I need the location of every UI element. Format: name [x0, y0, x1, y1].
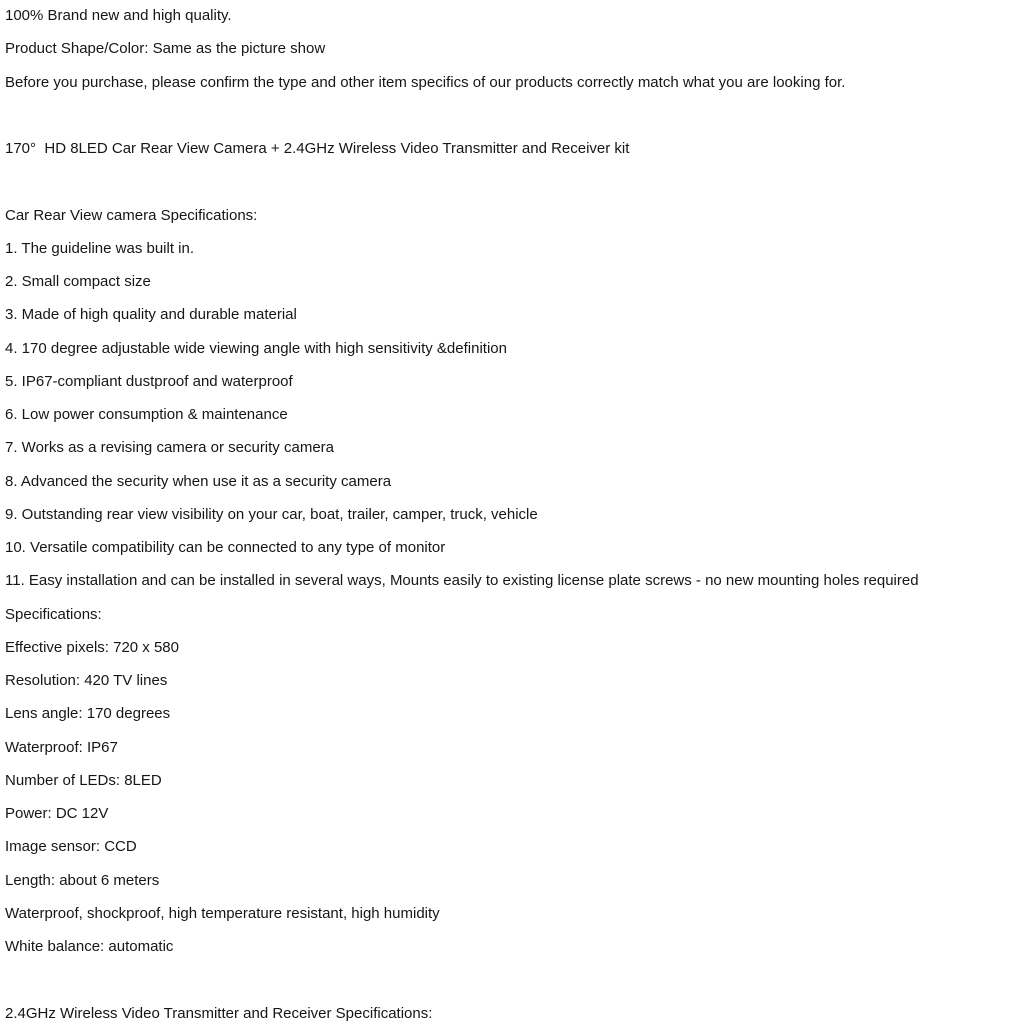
spec-power: Power: DC 12V: [5, 805, 109, 822]
text-line-shape-color: Product Shape/Color: Same as the picture show: [5, 40, 326, 58]
product-title: 170° HD 8LED Car Rear View Camera + 2.4GHz Wireless Video Transmitter and Receiver kit: [5, 140, 630, 157]
transmitter-specs-heading: 2.4GHz Wireless Video Transmitter and Receiver Specifications:: [5, 1004, 433, 1022]
text-line-purchase-note: Before you purchase, please confirm the type and other item specifics of our products correctly match what you are looking for.: [5, 73, 846, 91]
spec-resolution: Resolution: 420 TV lines: [5, 672, 168, 689]
spec-effective-pixels: Effective pixels: 720 x 580: [5, 638, 179, 656]
blank-line: [5, 963, 1022, 996]
feature-item-8: 8. Advanced the security when use it as a security camera: [5, 472, 392, 490]
feature-item-9: 9. Outstanding rear view visibility on your car, boat, trailer, camper, truck, vehicle: [5, 505, 538, 523]
blank-line: [5, 99, 1022, 132]
spec-waterproof: Waterproof: IP67: [5, 738, 118, 756]
blank-line: [5, 165, 1022, 198]
spec-durability: Waterproof, shockproof, high temperature resistant, high humidity: [5, 904, 440, 922]
feature-item-1: 1. The guideline was built in.: [5, 239, 195, 257]
feature-item-2: 2. Small compact size: [5, 273, 151, 290]
feature-item-7: 7. Works as a revising camera or security camera: [5, 439, 334, 457]
text-line-brand-new: 100% Brand new and high quality.: [5, 7, 232, 24]
spec-length: Length: about 6 meters: [5, 871, 160, 889]
spec-lens-angle: Lens angle: 170 degrees: [5, 705, 171, 723]
feature-item-10: 10. Versatile compatibility can be connected to any type of monitor: [5, 539, 446, 556]
feature-item-6: 6. Low power consumption & maintenance: [5, 406, 288, 423]
feature-item-4: 4. 170 degree adjustable wide viewing angle with high sensitivity &definition: [5, 339, 507, 357]
feature-item-5: 5. IP67-compliant dustproof and waterproof: [5, 372, 293, 390]
feature-item-11: 11. Easy installation and can be installed in several ways, Mounts easily to existing license plate screws - no new mounting holes required: [5, 572, 919, 590]
spec-image-sensor: Image sensor: CCD: [5, 838, 137, 856]
specifications-heading: Specifications:: [5, 605, 102, 623]
spec-white-balance: White balance: automatic: [5, 938, 174, 955]
camera-specs-heading: Car Rear View camera Specifications:: [5, 206, 258, 224]
feature-item-3: 3. Made of high quality and durable material: [5, 306, 297, 324]
spec-led-count: Number of LEDs: 8LED: [5, 771, 162, 789]
